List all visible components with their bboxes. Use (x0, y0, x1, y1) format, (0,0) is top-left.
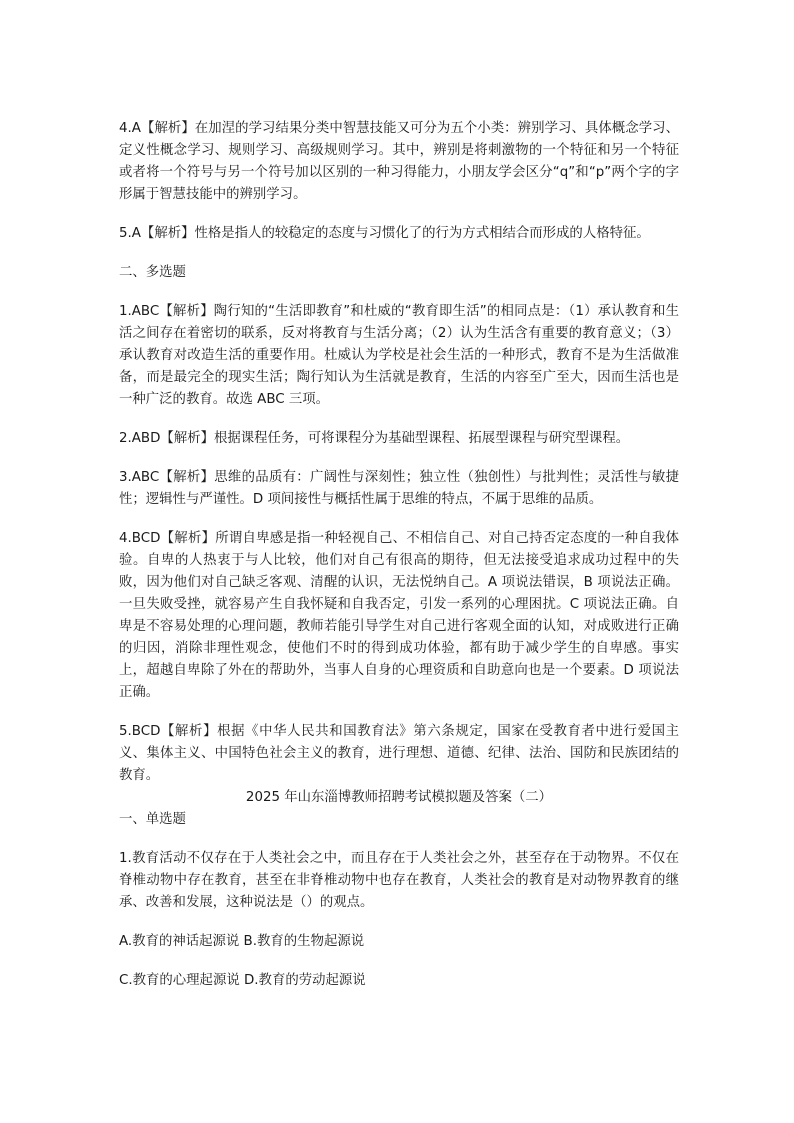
question-1-options-ab: A.教育的神话起源说 B.教育的生物起源说 (119, 934, 365, 949)
answer-multi-1: 1.ABC【解析】陶行知的“生活即教育”和杜威的“教育即生活”的相同点是：（1）承认教育和生活之间存在着密切的联系，反对将教育与生活分离；（2）认为生活含有重要的教育意义；（3）承认教育对改造生活的重要作用。杜威认为学校是社会生活的一种形式，教育不是为生活做准备，而是最完全的现实生活；陶行知认为生活就是教育，生活的内容至广至大，因而生活也是一种广泛的教育。故选 ABC 三项。 (119, 304, 679, 407)
section-heading-single: 一、单选题 (119, 812, 186, 827)
answer-single-5: 5.A【解析】性格是指人的较稳定的态度与习惯化了的行为方式相结合而形成的人格特征。 (119, 226, 650, 241)
section-heading-multi: 二、多选题 (119, 265, 186, 280)
document-page (119, 118, 679, 1009)
answer-multi-4: 4.BCD【解析】所谓自卑感是指一种轻视自己、不相信自己、对自己持否定态度的一种自我体验。自卑的人热衷于与人比较，他们对自己有很高的期待，但无法接受追求成功过程中的失败，因为他们对自己缺乏客观、清醒的认识，无法悦纳自己。A 项说法错误，B 项说法正确。一旦失败受挫，就容易产生自我怀疑和自我否定，引发一系列的心理困扰。C 项说法正确。自卑是不容易处理的心理问题，教师若能引导学生对自己进行客观全面的认知，对成败进行正确的归因，消除非理性观念，使他们不时的得到成功体验，都有助于减少学生的自卑感。事实上，超越自卑除了外在的帮助外，当事人自身的心理资质和自助意向也是一个要素。D 项说法正确。 (119, 531, 679, 700)
document-title: 2025 年山东淄博教师招聘考试模拟题及答案（二） (245, 790, 553, 805)
question-1-options-cd: C.教育的心理起源说 D.教育的劳动起源说 (119, 973, 366, 988)
answer-single-4: 4.A【解析】在加涅的学习结果分类中智慧技能又可分为五个小类：辨别学习、具体概念学习、定义性概念学习、规则学习、高级规则学习。其中，辨别是将刺激物的一个特征和另一个特征或者将一个符号与另一个符号加以区别的一种习得能力，小朋友学会区分“q”和“p”两个字的字形属于智慧技能中的辨别学习。 (119, 121, 679, 202)
answer-multi-3: 3.ABC【解析】思维的品质有：广阔性与深刻性；独立性（独创性）与批判性；灵活性与敏捷性；逻辑性与严谨性。D 项间接性与概括性属于思维的特点，不属于思维的品质。 (119, 470, 679, 507)
answer-multi-5: 5.BCD【解析】根据《中华人民共和国教育法》第六条规定，国家在受教育者中进行爱国主义、集体主义、中国特色社会主义的教育，进行理想、道德、纪律、法治、国防和民族团结的教育。 (119, 724, 679, 783)
question-1: 1.教育活动不仅存在于人类社会之中，而且存在于人类社会之外，甚至存在于动物界。不仅在脊椎动物中存在教育，甚至在非脊椎动物中也存在教育，人类社会的教育是对动物界教育的继承、改善和发展，这种说法是（）的观点。 (119, 851, 679, 910)
answer-multi-2: 2.ABD【解析】根据课程任务，可将课程分为基础型课程、拓展型课程与研究型课程。 (119, 431, 630, 446)
